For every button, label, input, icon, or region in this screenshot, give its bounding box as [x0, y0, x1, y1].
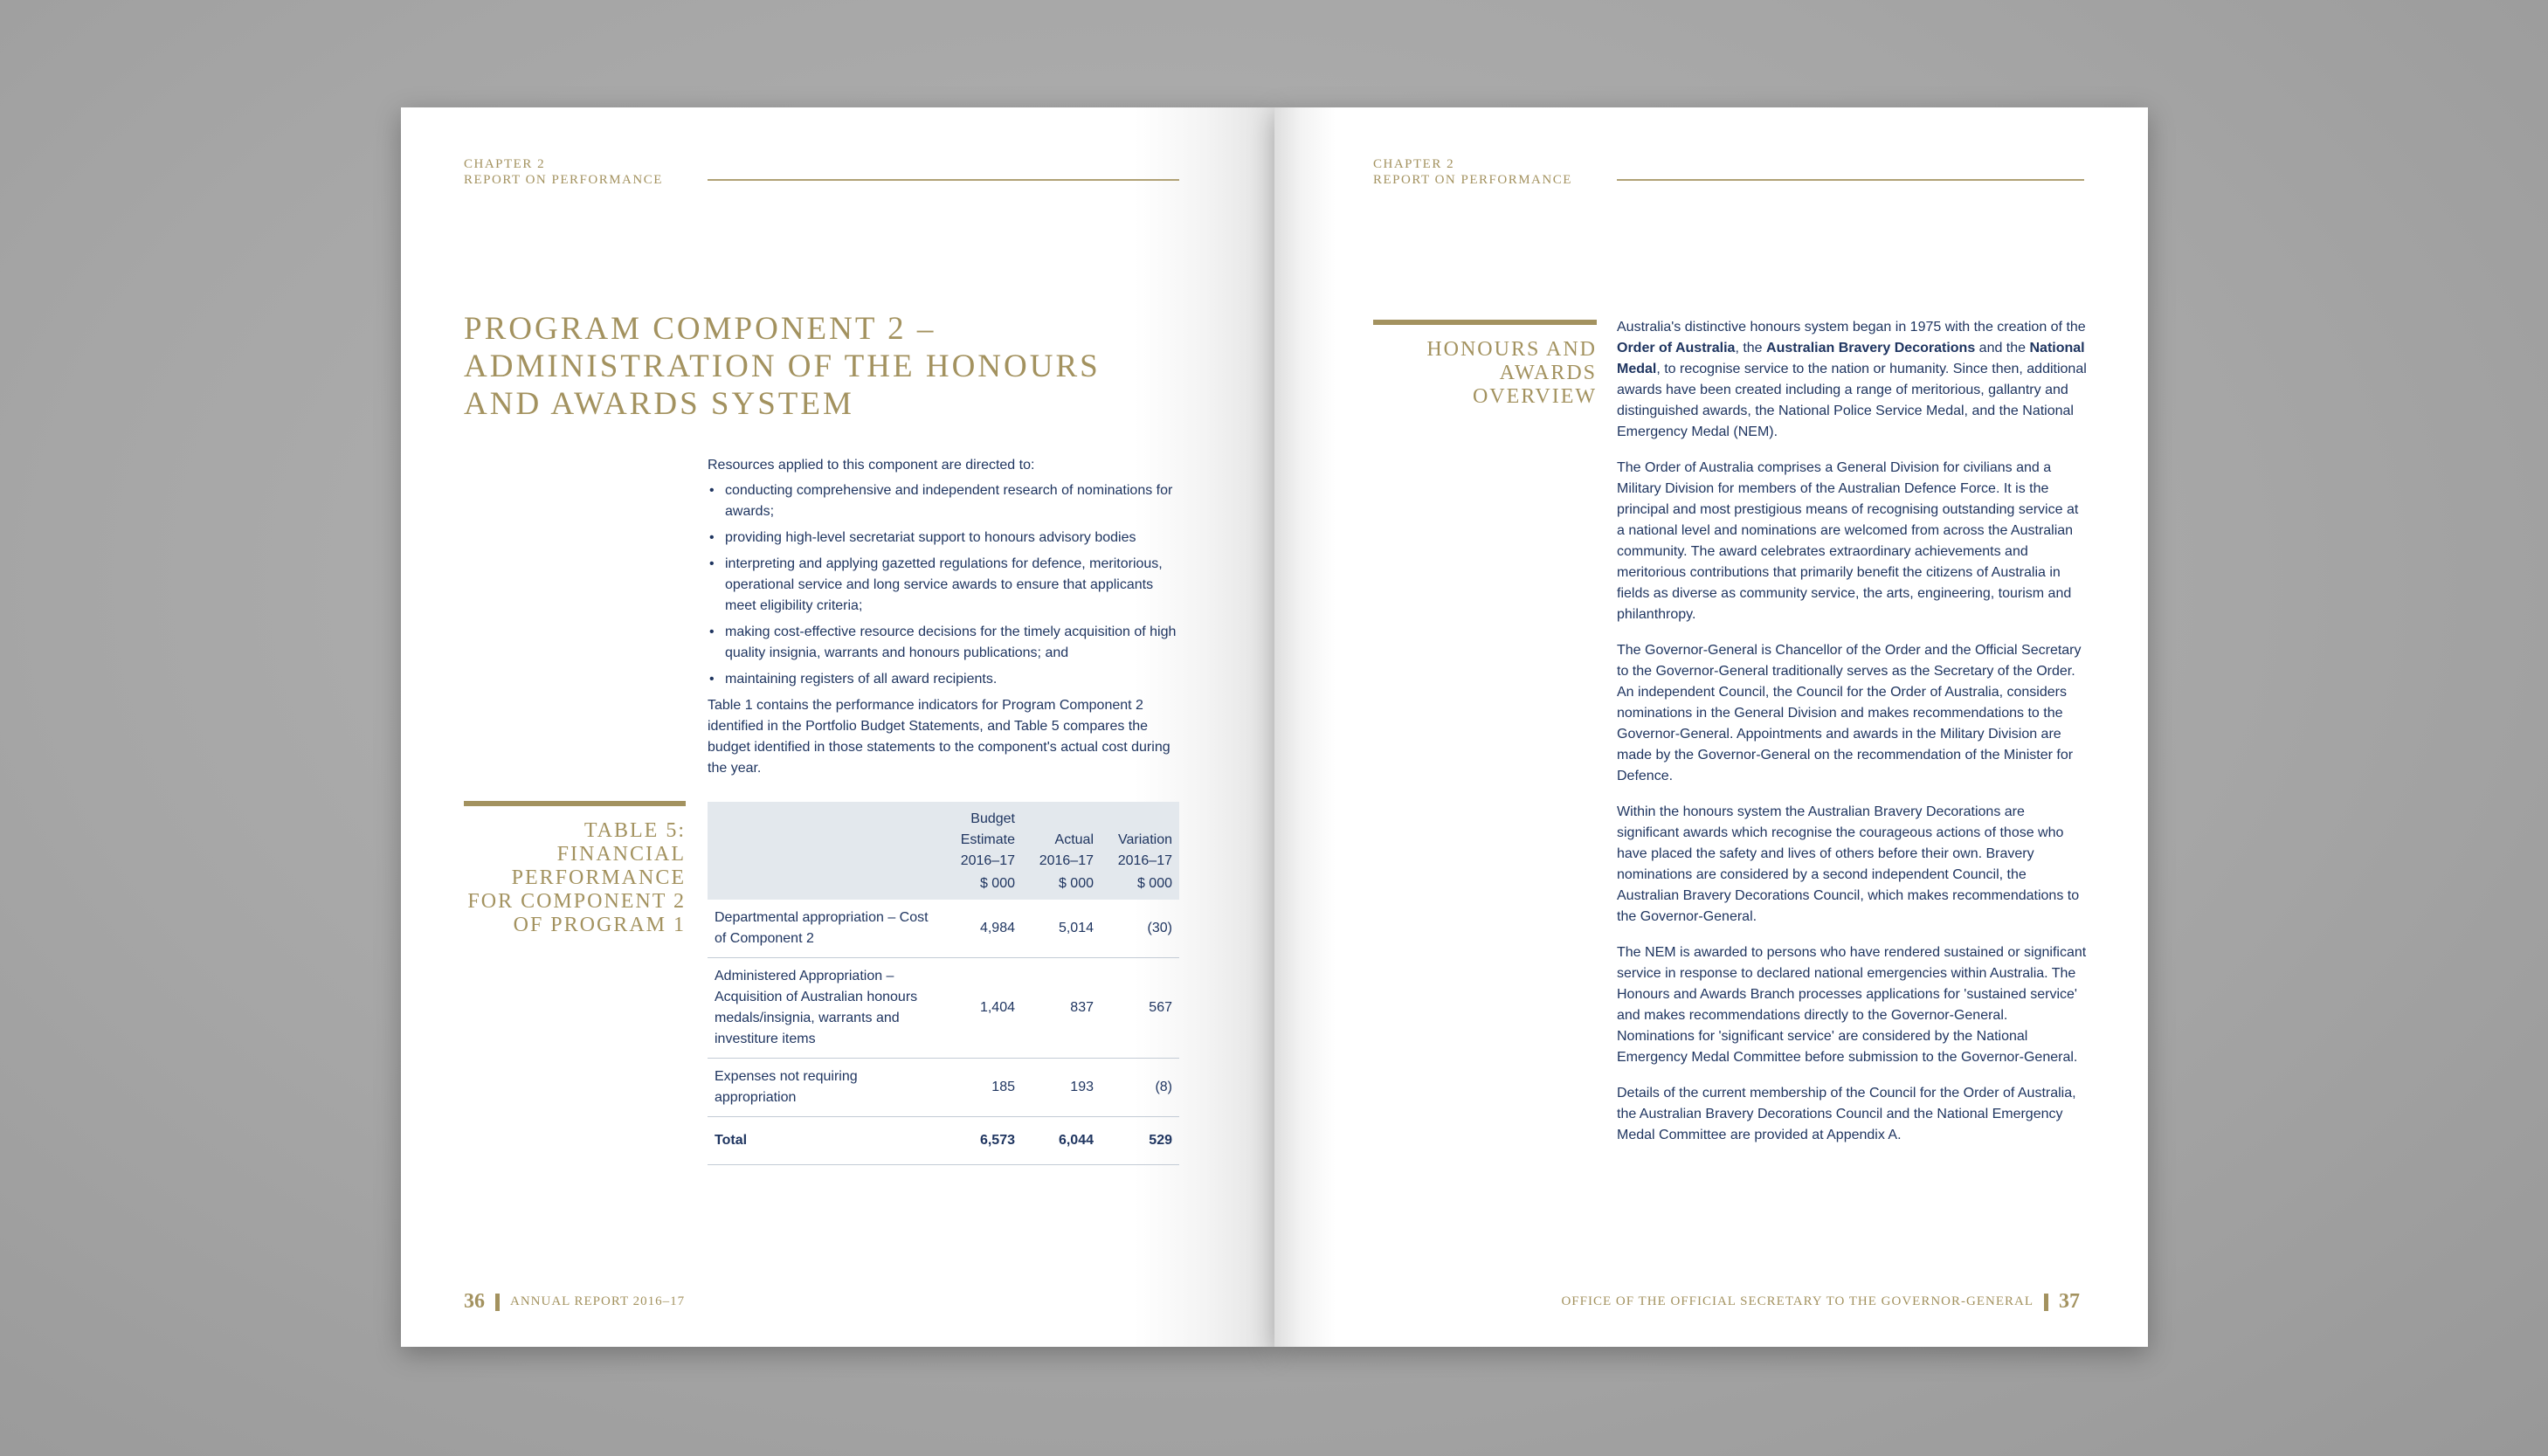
running-head-rule [1617, 179, 2084, 181]
budget-value: 185 [943, 1059, 1022, 1117]
list-item: • making cost-effective resource decisions for the timely acquisition of high quality insignia, warrants and honours publications; and [708, 622, 1179, 664]
list-item: • interpreting and applying gazetted regulations for defence, meritorious, operational service and long service awards to ensure that applicants meet eligibility criteria; [708, 554, 1179, 617]
paragraph: The NEM is awarded to persons who have rendered sustained or significant service in response to declared national emergencies within Australia. The Honours and Awards Branch processes applications for 'sustained service' and makes recommendations directly to the Governor-General. Nominations for 'significant service' are considered by the National Emergency Medal Committee before submission to the Governor-General. [1617, 945, 2087, 1065]
page-title: PROGRAM COMPONENT 2 – ADMINISTRATION OF THE HONOURS AND AWARDS SYSTEM [464, 311, 1101, 422]
unit-header: $ 000 [1101, 872, 1179, 900]
footer-divider [2044, 1294, 2048, 1311]
total-actual: 6,044 [1022, 1117, 1101, 1165]
actual-value: 193 [1022, 1059, 1101, 1117]
footer-label: OFFICE OF THE OFFICIAL SECRETARY TO THE GOVERNOR-GENERAL [1561, 1294, 2034, 1308]
running-head-chapter: CHAPTER 2 [1373, 157, 1455, 171]
total-row [708, 1117, 1179, 1165]
table-row [708, 958, 1179, 1059]
financial-table [708, 802, 1179, 1165]
footer-divider [495, 1294, 500, 1311]
list-item: • conducting comprehensive and independent research of nominations for awards; [708, 480, 1179, 522]
right-footer [1561, 1290, 2080, 1314]
bravery-decorations-term: Australian Bravery Decorations [1766, 341, 1976, 355]
paragraph: The Governor-General is Chancellor of the Order and the Official Secretary to the Governor-General traditionally serves as the Secretary of the Order. An independent Council, the Council for the Order of Australia, considers nominations in the General Division and makes recommendations to the Governor-General. Appointments and awards in the Military Division are made by the Governor-General on the recommendation of the Minister for Defence. [1617, 643, 2082, 783]
total-label: Total [708, 1117, 943, 1165]
paragraph: The Order of Australia comprises a General Division for civilians and a Military Division for members of the Australian Defence Force. It is the principal and most prestigious means of recognising outstanding service at a national level and nominations are welcomed from across the Australian community. The award celebrates extraordinary achievements and meritorious contributions that primarily benefit the citizens of Australia in fields as diverse as community service, the arts, engineering, tourism and philanthropy. [1617, 460, 2079, 622]
actual-value: 837 [1022, 958, 1101, 1059]
actual-value: 5,014 [1022, 900, 1101, 958]
page-number: 37 [2059, 1290, 2080, 1313]
paragraph: Within the honours system the Australian Bravery Decorations are significant awards which recognise the courageous actions of those who have placed the safety and lives of others before their own. Bravery nominations are considered by a second independent Council, the Australian Bravery Decorations Council, which makes recommendations to the Governor-General. [1617, 804, 2080, 924]
unit-header: $ 000 [1022, 872, 1101, 900]
national-medal-term: National Medal [1617, 341, 2085, 376]
running-head-chapter: CHAPTER 2 [464, 157, 546, 171]
row-label: Expenses not requiring appropriation [708, 1059, 943, 1117]
intro-paragraph: Table 1 contains the performance indicators for Program Component 2 identified in the Portfolio Budget Statements, and Table 5 compares the budget identified in those statements to the component's actual cost during the year. [708, 698, 1170, 776]
row-label: Departmental appropriation – Cost of Component 2 [708, 900, 943, 958]
intro-text: Resources applied to this component are directed to: [708, 458, 1035, 473]
table-row [708, 900, 1179, 958]
total-budget: 6,573 [943, 1117, 1022, 1165]
column-header: Variation 2016–17 [1101, 802, 1179, 872]
variation-value: (8) [1101, 1059, 1179, 1117]
variation-value: 567 [1101, 958, 1179, 1059]
variation-value: (30) [1101, 900, 1179, 958]
page-number: 36 [464, 1290, 485, 1313]
table-title: TABLE 5: FINANCIAL PERFORMANCE FOR COMPONENT 2 OF PROGRAM 1 [467, 819, 686, 936]
unit-header: $ 000 [943, 872, 1022, 900]
right-page [1274, 107, 2148, 1347]
left-page [401, 107, 1274, 1347]
order-of-australia-term: Order of Australia [1617, 341, 1736, 355]
budget-value: 1,404 [943, 958, 1022, 1059]
section-title-block [1373, 320, 1597, 409]
budget-value: 4,984 [943, 900, 1022, 958]
table-row [708, 1059, 1179, 1117]
column-header: Budget Estimate 2016–17 [943, 802, 1022, 872]
running-head [464, 156, 663, 188]
footer-label: ANNUAL REPORT 2016–17 [510, 1294, 686, 1308]
list-item: • providing high-level secretariat support to honours advisory bodies [708, 528, 1179, 549]
section-title: HONOURS AND AWARDS OVERVIEW [1426, 338, 1597, 408]
paragraph: Details of the current membership of the Council for the Order of Australia, the Australian Bravery Decorations Council and the National Emergency Medal Committee are provided at Appendix A. [1617, 1086, 2076, 1142]
column-header: Actual 2016–17 [1022, 802, 1101, 872]
list-item: • maintaining registers of all award recipients. [708, 669, 1179, 690]
bullet-list [708, 480, 1179, 690]
total-variation: 529 [1101, 1117, 1179, 1165]
row-label: Administered Appropriation – Acquisition of Australian honours medals/insignia, warrants and investiture items [708, 958, 943, 1059]
table-title-block [464, 801, 686, 937]
running-head-rule [708, 179, 1179, 181]
overview-text [1617, 317, 2089, 1161]
intro-section [708, 455, 1179, 783]
left-footer [464, 1290, 685, 1314]
running-head [1373, 156, 1572, 188]
paragraph: Australia's distinctive honours system began in 1975 with the creation of the Order of Australia, the Australian Bravery Decorations and the National Medal, to recognise service to the nation or humanity. Since then, additional awards have been created including a range of meritorious, gallantry and distinguished awards, the National Police Service Medal, and the National Emergency Medal (NEM). [1617, 320, 2087, 439]
running-head-section: REPORT ON PERFORMANCE [464, 173, 663, 187]
running-head-section: REPORT ON PERFORMANCE [1373, 173, 1572, 187]
